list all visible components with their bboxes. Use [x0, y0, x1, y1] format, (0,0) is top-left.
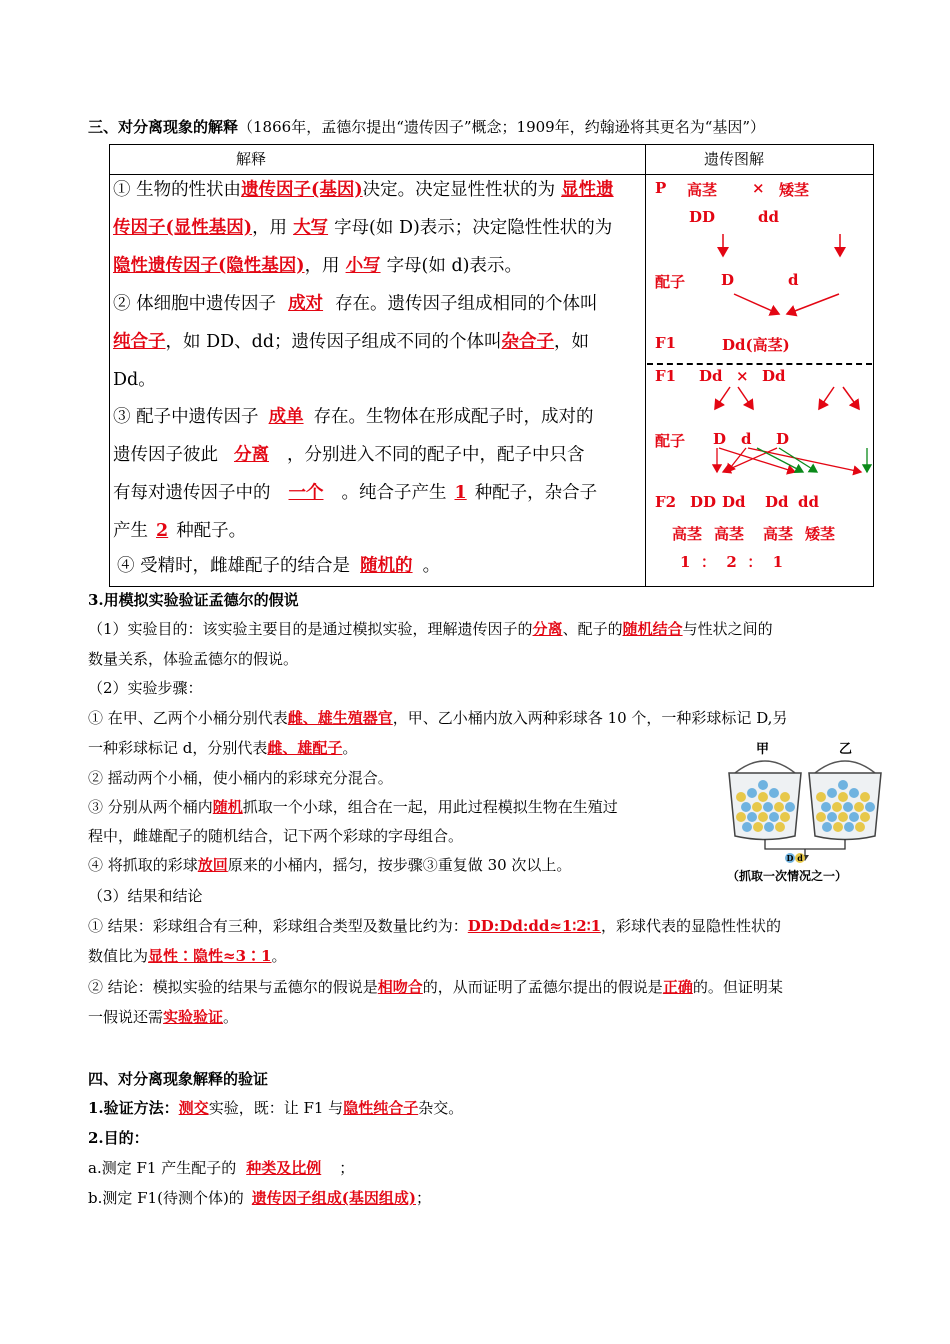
diag2-f2-label: F2 [655, 493, 677, 511]
r2-e: 的。但证明某 [692, 978, 783, 996]
diag1-gamete-D: D [721, 271, 735, 289]
aim-line1 [88, 618, 773, 640]
diag1-gamete-label: 配子 [655, 273, 686, 291]
diag1-f1-result: Dd(高茎) [722, 336, 790, 354]
section3-3-title: 3.用模拟实验验证孟德尔的假说 [88, 591, 299, 609]
aim-answer-random: 随机结合 [622, 620, 683, 638]
diag2-pheno-2: 高茎 [714, 525, 745, 543]
r1-d: 数值比为 [88, 947, 149, 965]
diag1-f1-label: F1 [655, 334, 677, 352]
p3-answer-single: 成单 [268, 407, 304, 427]
purpose-b [88, 1187, 431, 1209]
diag2-gamete-1: D [713, 430, 727, 448]
explanation-p2-line1 [113, 292, 598, 316]
diag2-gamete-3: D [776, 430, 790, 448]
r1-a: ① 结果：彩球组合有三种，彩球组合类型及数量比约为： [88, 917, 468, 935]
p3-text-a: ③ 配子中遗传因子 [113, 407, 259, 427]
s3-answer-random: 随机 [212, 798, 243, 816]
s4-c: 原来的小桶内，摇匀，按步骤③重复做 30 次以上。 [227, 856, 572, 874]
p1-answer-dominant-1: 显性遗 [561, 180, 614, 200]
section3-subtitle: （1866年，孟德尔提出“遗传因子”概念；1909年，约翰逊将其更名为“基因”） [238, 118, 766, 136]
p3-text-l: 产生 [113, 521, 148, 541]
ball-d: d [795, 853, 805, 863]
p2-answer-heterozygote: 杂合子 [501, 332, 555, 352]
diag2-f2-DD: DD [690, 493, 717, 511]
drawn-balls [785, 853, 805, 863]
p1-answer-recessive: 隐性遗传因子(隐性基因) [113, 256, 305, 276]
diag2-ratio: 1 ： 2 ： 1 [680, 553, 784, 571]
method-answer-recessive: 隐性纯合子 [343, 1099, 419, 1117]
p3-answer-2: 2 [156, 521, 169, 541]
diag1-arrows [647, 176, 872, 362]
step3-line1 [88, 796, 618, 818]
p1-answer-dominant-2: 传因子(显性基因) [113, 218, 253, 238]
step3-line2: 程中，雌雄配子的随机结合，记下两个彩球的字母组合。 [88, 827, 464, 845]
result1-line2 [88, 945, 286, 967]
p4-answer-random: 随机的 [360, 556, 413, 576]
explanation-p2-line2 [113, 330, 589, 354]
purpose-b-text: b.测定 F1(待测个体)的 [88, 1189, 244, 1207]
diag2-cross: × [736, 367, 749, 385]
purpose-heading: 2.目的： [88, 1129, 149, 1147]
buckets-illustration [723, 751, 887, 863]
p4-text-c: 。 [422, 556, 441, 576]
p1-text-f: ，用 [252, 218, 288, 238]
p1-text-a: ① 生物的性状由 [113, 180, 242, 200]
ball-D: D [786, 853, 794, 863]
p3-text-n: 种配子。 [176, 521, 247, 541]
bucket-figure [723, 733, 887, 885]
purpose-a [88, 1157, 354, 1179]
aim-line2: 数量关系，体验孟德尔的假说。 [88, 650, 299, 668]
p3-text-d: 遗传因子彼此 [113, 445, 218, 465]
p1-answer-lowercase: 小写 [345, 256, 381, 276]
result2-line1 [88, 976, 783, 998]
purpose-a-text: a.测定 F1 产生配子的 [88, 1159, 237, 1177]
diag1-cross: × [752, 179, 765, 197]
aim-c: 、配子的 [562, 620, 623, 638]
p3-text-g: 有每对遗传因子中的 [113, 483, 271, 503]
explanation-p3-line1 [113, 405, 594, 429]
diag1-tall: 高茎 [687, 181, 718, 199]
s1-d: 一种彩球标记 d，分别代表 [88, 739, 268, 757]
table-header-left: 解释 [236, 150, 267, 168]
p3-answer-one: 一个 [288, 483, 324, 503]
s3-a: ③ 分别从两个桶内 [88, 798, 213, 816]
purpose-answer-genotype: 遗传因子组成(基因组成) [251, 1189, 416, 1207]
table-divider [645, 144, 646, 586]
diag2-gamete-label: 配子 [655, 432, 686, 450]
r2-c: 的，从而证明了孟德尔提出的假说是 [422, 978, 663, 996]
p1-text-j: ，用 [304, 256, 340, 276]
p1-answer-factor: 遗传因子(基因) [241, 180, 363, 200]
steps-heading: （2）实验步骤： [88, 679, 203, 697]
p2-text-c: 存在。遗传因子组成相同的个体叫 [335, 294, 598, 314]
p1-answer-uppercase: 大写 [293, 218, 329, 238]
diag1-p-label: P [655, 179, 667, 197]
diag2-f1-label: F1 [655, 367, 677, 385]
s4-a: ④ 将抓取的彩球 [88, 856, 198, 874]
s1-answer-gametes: 雌、雄配子 [267, 739, 343, 757]
result1-line1 [88, 915, 781, 937]
diag2-f2-dd: dd [798, 493, 819, 511]
explanation-p3-line2 [113, 443, 585, 467]
diag2-gamete-2: d [741, 430, 752, 448]
explanation-p3-line4 [113, 519, 246, 543]
bucket-jia-label: 甲 [756, 742, 770, 757]
p2-answer-homozygote: 纯合子 [113, 332, 166, 352]
method-answer-testcross: 测交 [178, 1099, 209, 1117]
p2-text-a: ② 体细胞中遗传因子 [113, 294, 277, 314]
table-header-right: 遗传图解 [704, 150, 765, 168]
purpose-b-end: ； [416, 1189, 432, 1207]
results-heading: （3）结果和结论 [88, 887, 203, 905]
s1-f: 。 [342, 739, 358, 757]
r2-answer-verification: 实验验证 [163, 1008, 224, 1026]
diag2-parent2: Dd [762, 367, 786, 385]
s4-answer-return: 放回 [197, 856, 228, 874]
p2-text-g: ，如 [554, 332, 590, 352]
diag1-DD: DD [689, 208, 716, 226]
step1-line1 [88, 707, 787, 729]
s3-c: 抓取一个小球，组合在一起，用此过程模拟生物在生殖过 [242, 798, 618, 816]
explanation-p3-line3 [113, 481, 597, 505]
p3-answer-1: 1 [454, 483, 467, 503]
s1-c: ，甲、乙小桶内放入两种彩球各 10 个，一种彩球标记 D,另 [392, 709, 788, 727]
section4-title: 四、对分离现象解释的验证 [88, 1070, 269, 1088]
table-header-line [109, 174, 873, 175]
r1-c: ，彩球代表的显隐性性状的 [601, 917, 782, 935]
diag2-parent1: Dd [699, 367, 723, 385]
r2-answer-correct: 正确 [662, 978, 693, 996]
p2-answer-paired: 成对 [288, 294, 324, 314]
p1-text-c: 决定。决定显性性状的为 [362, 180, 556, 200]
step2: ② 摇动两个小桶，使小桶内的彩球充分混合。 [88, 769, 393, 787]
explanation-p4 [117, 554, 440, 578]
p3-answer-separate: 分离 [234, 445, 269, 465]
p3-text-f: ，分别进入不同的配子中，配子中只含 [287, 445, 585, 465]
p3-text-i: 。纯合子产生 [341, 483, 447, 503]
p1-text-h: 字母(如 D)表示；决定隐性性状的为 [334, 218, 613, 238]
diag1-short: 矮茎 [779, 181, 810, 199]
explanation-p1-line2 [113, 216, 612, 240]
diag2-pheno-3: 高茎 [763, 525, 794, 543]
diag2-f2-Dd-1: Dd [722, 493, 746, 511]
purpose-answer-types: 种类及比例 [246, 1159, 322, 1177]
diag2-pheno-4: 矮茎 [805, 525, 836, 543]
r1-answer-ratio: DD:Dd:dd≈1∶2∶1 [467, 917, 602, 935]
result2-line2 [88, 1006, 238, 1028]
diag2-pheno-1: 高茎 [672, 525, 703, 543]
aim-a: （1）实验目的：该实验主要目的是通过模拟实验，理解遗传因子的 [88, 620, 533, 638]
explanation-p2-line3: Dd。 [113, 370, 156, 390]
method-c: 实验，既：让 F1 与 [208, 1099, 344, 1117]
aim-e: 与性状之间的 [682, 620, 773, 638]
step1-line2 [88, 737, 357, 759]
diag2-f2-Dd-2: Dd [765, 493, 789, 511]
diag1-dd: dd [758, 208, 779, 226]
diag2-arrows [647, 364, 872, 484]
bucket-yi-label: 乙 [839, 742, 853, 757]
method-label: 1.验证方法： [88, 1099, 179, 1117]
explanation-p1-line3 [113, 254, 522, 278]
p3-text-c: 存在。生物体在形成配子时，成对的 [313, 407, 594, 427]
s1-a: ① 在甲、乙两个小桶分别代表 [88, 709, 288, 727]
step4 [88, 854, 571, 876]
diag1-gamete-d: d [788, 271, 799, 289]
section3-title: 三、对分离现象的解释 [88, 118, 239, 136]
method-e: 杂交。 [418, 1099, 464, 1117]
p4-text-a: ④ 受精时，雌雄配子的结合是 [117, 556, 351, 576]
explanation-p1-line1 [113, 178, 614, 202]
p3-text-k: 种配子，杂合子 [474, 483, 598, 503]
r2-f: 一假说还需 [88, 1008, 164, 1026]
s1-answer-organs: 雌、雄生殖器官 [287, 709, 393, 727]
p1-text-l: 字母(如 d)表示。 [386, 256, 522, 276]
bucket-caption: （抓取一次情况之一） [727, 869, 848, 883]
section3-heading [88, 116, 765, 138]
p2-text-e: ，如 DD、dd；遗传因子组成不同的个体叫 [165, 332, 502, 352]
method-line [88, 1097, 463, 1119]
r2-a: ② 结论：模拟实验的结果与孟德尔的假说是 [88, 978, 378, 996]
r1-answer-pheno-ratio: 显性∶隐性≈3∶1 [148, 947, 272, 965]
aim-answer-separation: 分离 [532, 620, 563, 638]
r1-f: 。 [271, 947, 287, 965]
r2-h: 。 [223, 1008, 239, 1026]
r2-answer-consistent: 相吻合 [377, 978, 423, 996]
purpose-a-end: ； [339, 1159, 355, 1177]
